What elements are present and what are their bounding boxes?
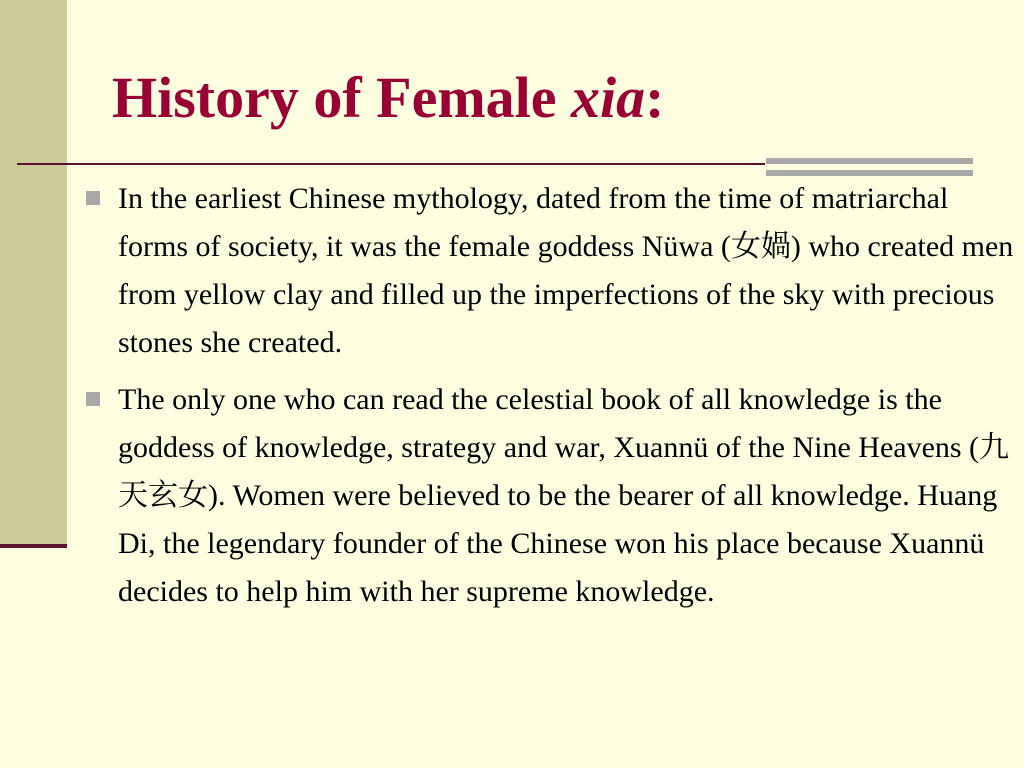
square-bullet-icon — [86, 392, 100, 406]
slide-title — [112, 62, 664, 134]
side-bar-decoration — [0, 0, 67, 544]
title-main-text: History of Female — [112, 65, 572, 130]
bullet-item-nuwa — [86, 175, 1022, 367]
bullet-text: In the earliest Chinese mythology, dated from the time of matriarchal forms of society, it was the female goddess Nüwa (女媧) who created men from yellow clay and filled up the imperfections of the sky with precious stones she created. — [118, 182, 1014, 359]
side-bar-accent-line — [0, 544, 67, 548]
title-colon: : — [645, 65, 665, 130]
square-bullet-icon — [86, 191, 100, 205]
title-rule-accent-top — [766, 158, 973, 164]
bullet-item-xuannu — [86, 376, 1022, 616]
title-underline-rule — [17, 163, 765, 165]
bullet-list — [86, 175, 1022, 625]
bullet-text: The only one who can read the celestial book of all knowledge is the goddess of knowledge, strategy and war, Xuannü of the Nine Heavens (九天玄女). Women were believed to be the bearer of all knowledge. Huang Di, the legendary founder of the Chinese won his place because Xuannü decides to help him with her supreme knowledge. — [118, 383, 1010, 608]
title-emphasis-text: xia — [571, 65, 646, 130]
